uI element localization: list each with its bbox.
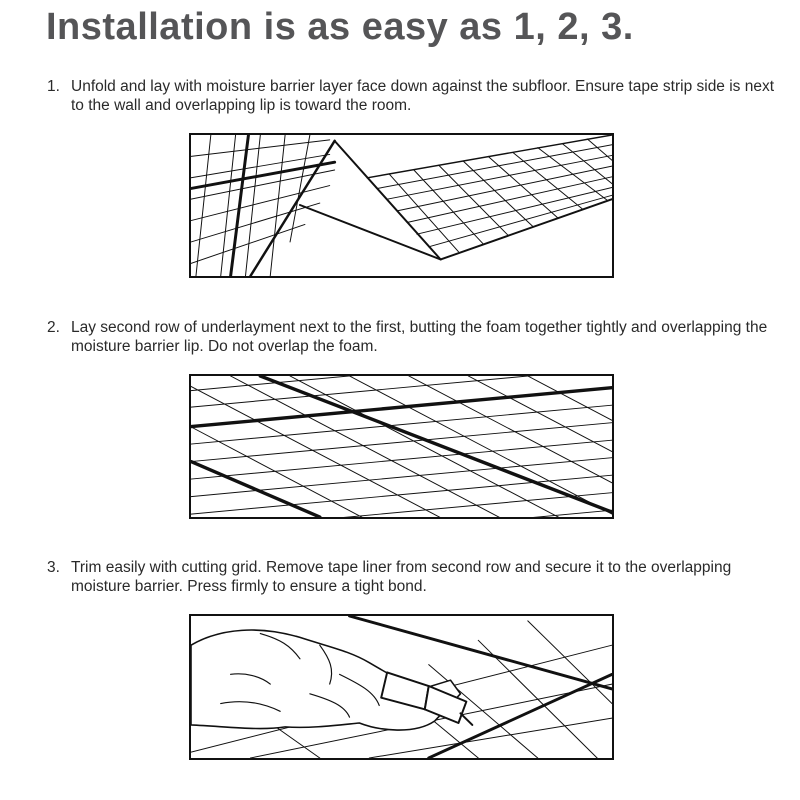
step-1-illustration bbox=[189, 133, 614, 278]
step-1 bbox=[47, 77, 777, 115]
unfold-underlayment-drawing bbox=[191, 135, 612, 276]
step-2 bbox=[47, 318, 777, 356]
second-row-drawing bbox=[191, 376, 612, 517]
step-3-illustration bbox=[189, 614, 614, 760]
page-title: Installation is as easy as 1, 2, 3. bbox=[46, 6, 634, 48]
step-3-text: Trim easily with cutting grid. Remove tape liner from second row and secure it to the overlapping moisture barrier. Press firmly to ensure a tight bond. bbox=[71, 559, 732, 595]
step-3-number: 3. bbox=[47, 559, 60, 576]
step-2-number: 2. bbox=[47, 319, 60, 336]
step-1-number: 1. bbox=[47, 78, 60, 95]
trim-cutting-drawing bbox=[191, 616, 612, 758]
step-3 bbox=[47, 558, 777, 596]
step-2-text: Lay second row of underlayment next to the first, butting the foam together tightly and overlapping the moisture barrier lip. Do not overlap the foam. bbox=[71, 319, 768, 355]
step-1-text: Unfold and lay with moisture barrier layer face down against the subfloor. Ensure tape strip side is next to the wall and overlapping lip is toward the room. bbox=[71, 78, 775, 114]
step-2-illustration bbox=[189, 374, 614, 519]
